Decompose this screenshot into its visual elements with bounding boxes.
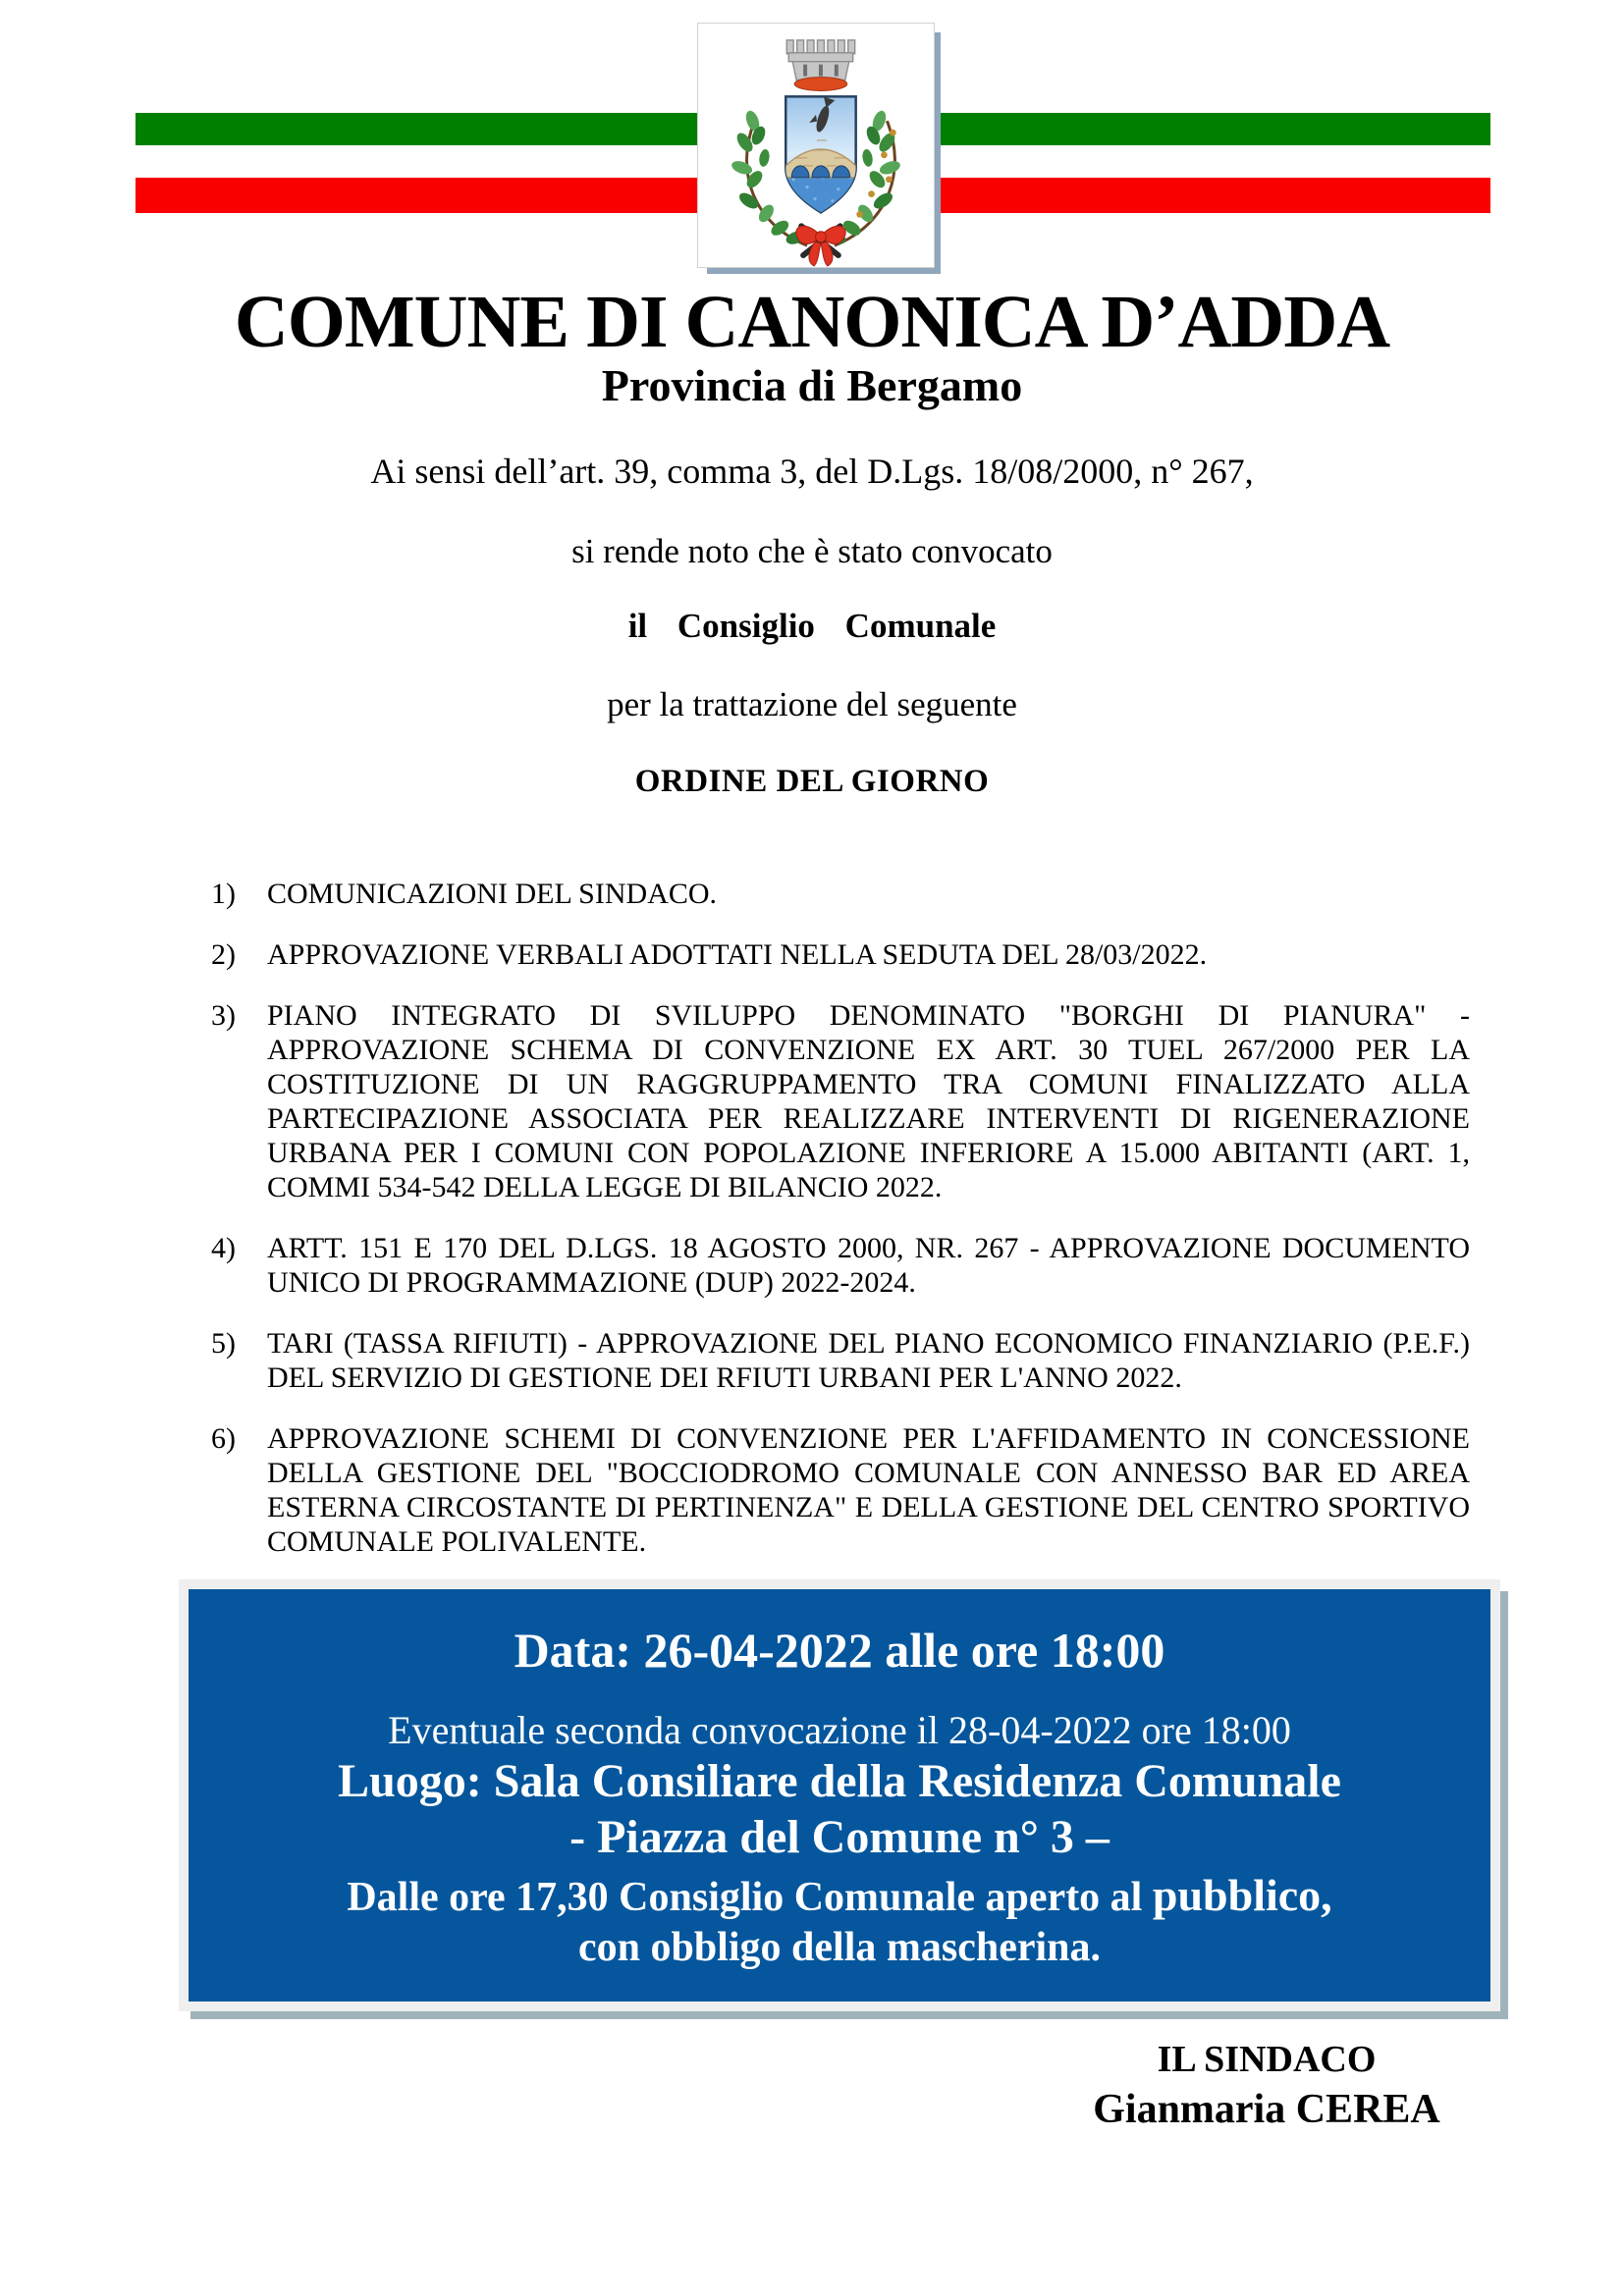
meeting-date-line: Data: 26-04-2022 alle ore 18:00 (514, 1623, 1165, 1678)
mask-requirement-line: con obbligo della mascherina. (577, 1925, 1102, 1970)
agenda-item-1 (211, 877, 1470, 911)
agenda-heading: ORDINE DEL GIORNO (634, 764, 990, 799)
agenda-item-6 (211, 1421, 1470, 1559)
agenda-item-text: PIANO INTEGRATO DI SVILUPPO DENOMINATO "BORGHI DI PIANURA" - APPROVAZIONE SCHEMA DI CONVENZIONE EX ART. 30 TUEL 267/2000 PER LA COSTITUZIONE DI UN RAGGRUPPAMENTO TRA COMUNI FINALIZZATO ALLA PARTECIPAZIONE ASSOCIATA PER REALIZZARE INTERVENTI DI RIGENERAZIONE URBANA PER I COMUNI CON POPOLAZIONE INFERIORE A 15.000 ABITANTI (ART. 1, COMMI 534-542 DELLA LEGGE DI BILANCIO 2022. (267, 999, 1470, 1203)
legal-reference-line: Ai sensi dell’art. 39, comma 3, del D.Lgs. 18/08/2000, n° 267, (370, 452, 1254, 491)
public-emphasis-text: pubblico, (1152, 1870, 1332, 1920)
agenda-list (211, 877, 1470, 1585)
meeting-info-box (189, 1589, 1490, 2002)
agenda-item-number: 1) (211, 878, 236, 910)
agenda-item-number: 2) (211, 938, 236, 971)
agenda-item-text: APPROVAZIONE VERBALI ADOTTATI NELLA SEDUTA DEL 28/03/2022. (267, 938, 1208, 971)
signature-role: IL SINDACO (1157, 2039, 1377, 2080)
agenda-item-number: 6) (211, 1422, 236, 1455)
purpose-line: per la trattazione del seguente (607, 685, 1017, 723)
agenda-item-3 (211, 998, 1470, 1204)
province-subtitle: Provincia di Bergamo (601, 360, 1023, 410)
agenda-item-number: 5) (211, 1327, 236, 1360)
signature-name: Gianmaria CEREA (1093, 2087, 1440, 2132)
agenda-item-text: TARI (TASSA RIFIUTI) - APPROVAZIONE DEL PIANO ECONOMICO FINANZIARIO (P.E.F.) DEL SERVIZIO DI GESTIONE DEI RFIUTI URBANI PER L'ANNO 2022. (267, 1327, 1470, 1394)
signature-block (1051, 2037, 1483, 2133)
agenda-item-text: APPROVAZIONE SCHEMI DI CONVENZIONE PER L'AFFIDAMENTO IN CONCESSIONE DELLA GESTIONE DEL "BOCCIODROMO COMUNALE CON ANNESSO BAR ED AREA ESTERNA CIRCOSTANTE DI PERTINENZA" E DELLA GESTIONE DEL CENTRO SPORTIVO COMUNALE POLIVALENTE. (267, 1422, 1470, 1558)
agenda-item-text: ARTT. 151 E 170 DEL D.LGS. 18 AGOSTO 2000, NR. 267 - APPROVAZIONE DOCUMENTO UNICO DI PROGRAMMAZIONE (DUP) 2022-2024. (267, 1232, 1470, 1299)
meeting-location-line: Luogo: Sala Consiliare della Residenza Comunale (338, 1755, 1341, 1807)
public-opening-text: Dalle ore 17,30 Consiglio Comunale aperto al (347, 1875, 1153, 1920)
agenda-item-4 (211, 1231, 1470, 1300)
meeting-address-line: - Piazza del Comune n° 3 – (569, 1811, 1110, 1863)
agenda-item-number: 4) (211, 1232, 236, 1264)
coat-of-arms-box (697, 23, 935, 268)
municipality-title: COMUNE DI CANONICA D’ADDA (234, 281, 1390, 363)
agenda-item-text: COMUNICAZIONI DEL SINDACO. (267, 878, 718, 910)
public-opening-line (189, 1870, 1490, 1923)
agenda-item-2 (211, 937, 1470, 972)
second-convocation-line: Eventuale seconda convocazione il 28-04-2022 ore 18:00 (388, 1708, 1291, 1752)
council-name-line: il Consiglio Comunale (627, 607, 997, 645)
meeting-info-frame (179, 1579, 1500, 2011)
agenda-item-5 (211, 1326, 1470, 1395)
coat-of-arms-icon (698, 24, 934, 267)
agenda-item-number: 3) (211, 999, 236, 1032)
notice-line: si rende noto che è stato convocato (571, 532, 1053, 570)
